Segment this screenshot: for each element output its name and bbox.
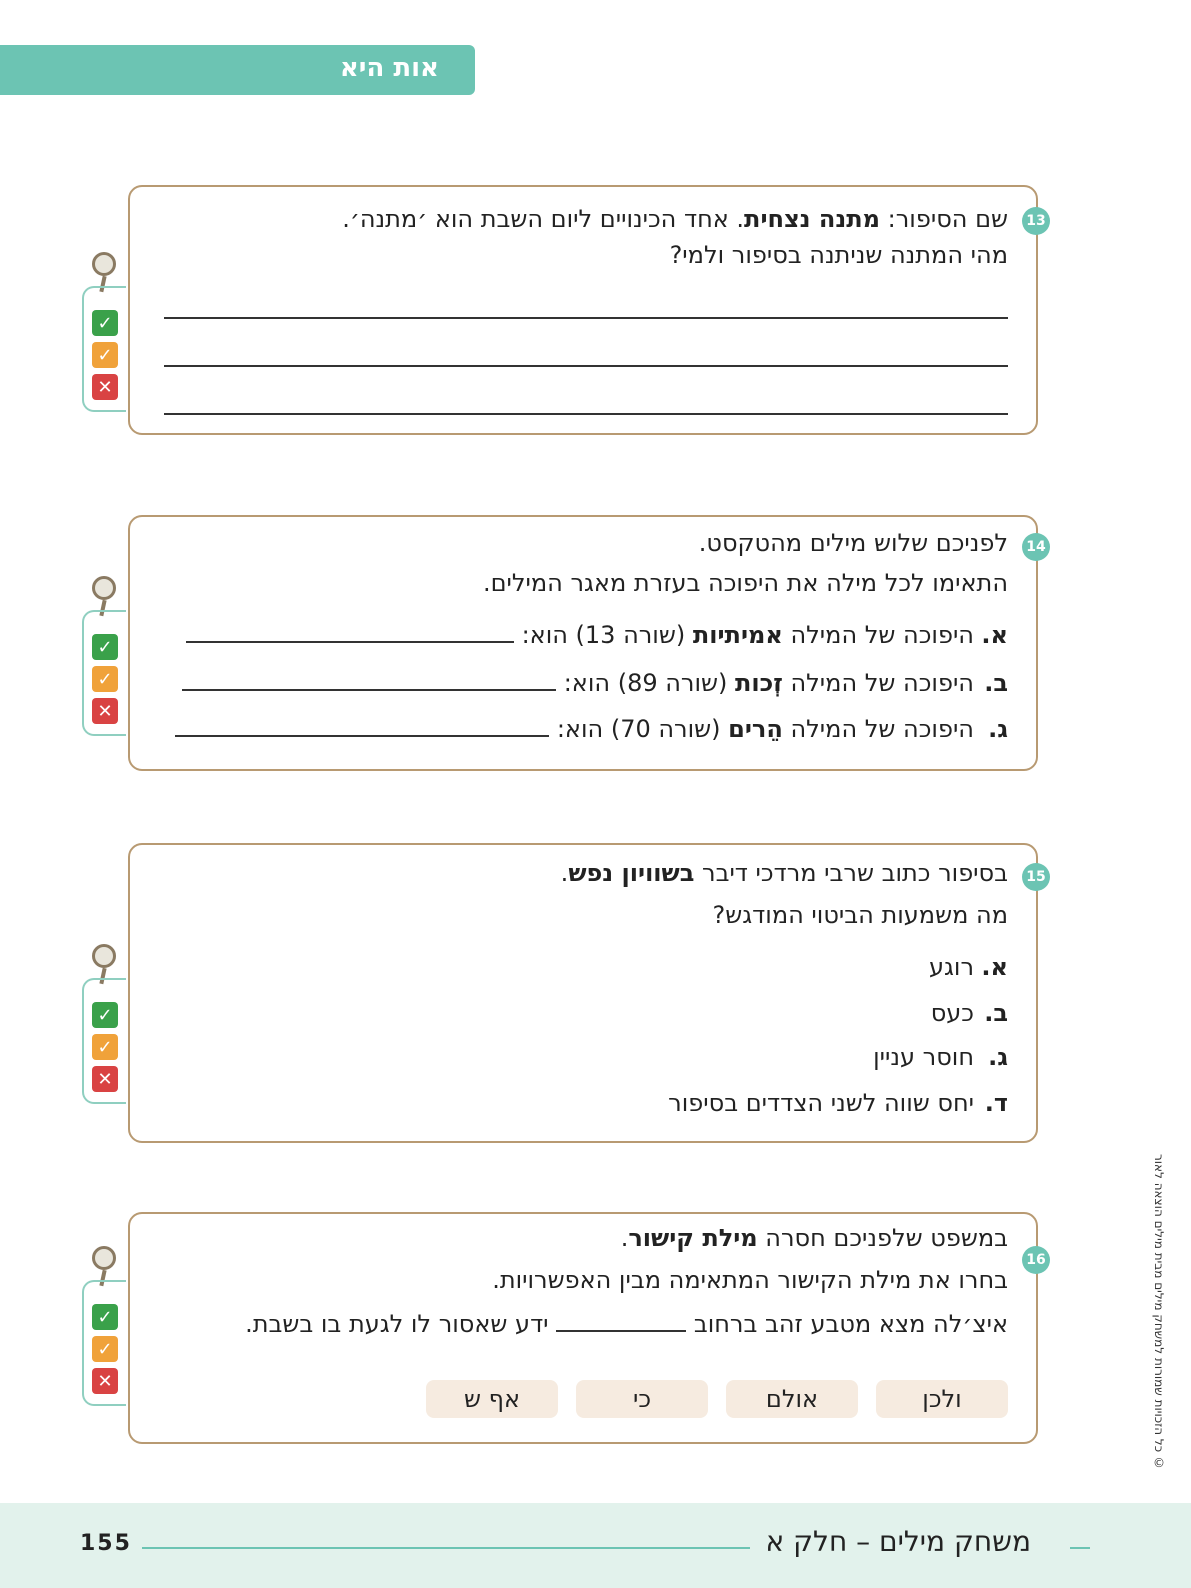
question-13 <box>128 185 1046 435</box>
question-number: 13 <box>1022 207 1050 235</box>
question-text: בסיפור כתוב שרבי מרדכי דיבר בשוויון נפש. <box>560 859 1008 887</box>
question-prompt: מהי המתנה שניתנה בסיפור ולמי? <box>669 241 1008 269</box>
footer-divider <box>1070 1547 1090 1549</box>
answer-blank[interactable] <box>182 688 556 691</box>
question-prompt: התאימו לכל מילה את היפוכה בעזרת מאגר המילים. <box>482 569 1008 597</box>
x-icon[interactable]: ✕ <box>92 698 118 724</box>
self-assessment-15 <box>82 944 128 1104</box>
option-c[interactable]: ג.חוסר עניין <box>873 1043 1008 1071</box>
answer-line[interactable] <box>164 317 1008 319</box>
question-16 <box>128 1212 1046 1444</box>
magnifier-icon <box>92 944 116 968</box>
magnifier-icon <box>92 1246 116 1270</box>
option-d[interactable]: ד.יחס שווה לשני הצדדים בסיפור <box>668 1089 1008 1117</box>
book-title: משחק מילים – חלק א <box>765 1525 1031 1558</box>
page-number: 155 <box>80 1531 132 1556</box>
word-bank-option[interactable]: אולם <box>726 1380 858 1418</box>
chapter-tab <box>0 45 475 95</box>
answer-line[interactable] <box>164 413 1008 415</box>
check-icon[interactable]: ✓ <box>92 634 118 660</box>
self-assessment-16 <box>82 1246 128 1406</box>
question-text: שם הסיפור: מתנה נצחית. אחד הכינויים ליום השבת הוא ׳מתנה׳. <box>342 205 1008 233</box>
partial-icon[interactable]: ✓ <box>92 1336 118 1362</box>
copyright-notice: © כל הזכויות שמורות למשחק מילים מבית מילים הוצאה לאור <box>1152 1154 1166 1470</box>
partial-icon[interactable]: ✓ <box>92 1034 118 1060</box>
answer-blank[interactable] <box>186 640 514 643</box>
list-item: ג.היפוכה של המילה הֵרים (שורה 70) הוא: <box>175 715 1008 743</box>
footer-divider <box>142 1547 750 1549</box>
list-item: ב.היפוכה של המילה זְכות (שורה 89) הוא: <box>182 669 1008 697</box>
magnifier-icon <box>92 252 116 276</box>
partial-icon[interactable]: ✓ <box>92 342 118 368</box>
list-item: א.היפוכה של המילה אמיתיות (שורה 13) הוא: <box>186 621 1008 649</box>
magnifier-icon <box>92 576 116 600</box>
check-icon[interactable]: ✓ <box>92 310 118 336</box>
question-prompt: מה משמעות הביטוי המודגש? <box>712 901 1008 929</box>
question-text: במשפט שלפניכם חסרה מילת קישור. <box>620 1224 1008 1252</box>
check-icon[interactable]: ✓ <box>92 1002 118 1028</box>
word-bank-option[interactable]: ולכן <box>876 1380 1008 1418</box>
question-number: 16 <box>1022 1246 1050 1274</box>
option-b[interactable]: ב.כעס <box>930 999 1008 1027</box>
self-assessment-13 <box>82 252 128 412</box>
x-icon[interactable]: ✕ <box>92 1066 118 1092</box>
question-15 <box>128 843 1046 1143</box>
check-icon[interactable]: ✓ <box>92 1304 118 1330</box>
answer-blank[interactable] <box>556 1329 686 1332</box>
partial-icon[interactable]: ✓ <box>92 666 118 692</box>
question-number: 15 <box>1022 863 1050 891</box>
answer-line[interactable] <box>164 365 1008 367</box>
word-bank-option[interactable]: אף ש <box>426 1380 558 1418</box>
word-bank-option[interactable]: כי <box>576 1380 708 1418</box>
question-number: 14 <box>1022 533 1050 561</box>
chapter-tab-label: אות היא <box>339 53 439 83</box>
question-14 <box>128 515 1046 771</box>
page-footer <box>0 1503 1191 1588</box>
self-assessment-14 <box>82 576 128 736</box>
fill-in-sentence: איצ׳לה מצא מטבע זהב ברחוב ידע שאסור לו לגעת בו בשבת. <box>245 1310 1008 1338</box>
x-icon[interactable]: ✕ <box>92 374 118 400</box>
question-text: לפניכם שלוש מילים מהטקסט. <box>698 529 1008 557</box>
option-a[interactable]: א.רוגע <box>929 953 1008 981</box>
question-prompt: בחרו את מילת הקישור המתאימה מבין האפשרויות. <box>492 1266 1008 1294</box>
answer-blank[interactable] <box>175 734 549 737</box>
x-icon[interactable]: ✕ <box>92 1368 118 1394</box>
